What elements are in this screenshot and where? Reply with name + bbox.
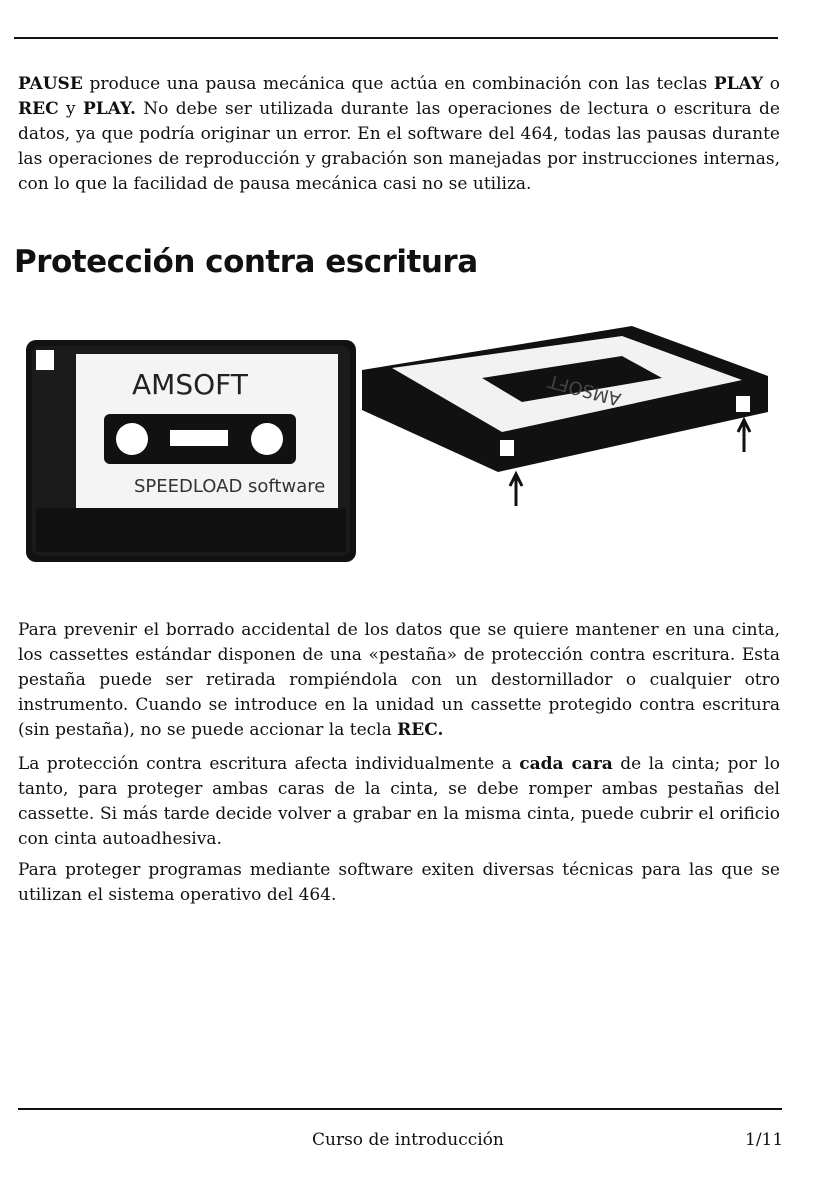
angled-label-text: AMSOFT (545, 369, 624, 410)
left-tab-hole (500, 440, 514, 456)
right-tab-hole (736, 396, 750, 412)
rec-keyword: REC. (397, 720, 444, 740)
pause-keyword: PAUSE (18, 74, 83, 94)
play-keyword: PLAY (713, 74, 764, 94)
right-reel-hole (251, 423, 283, 455)
cassette-figure (22, 322, 782, 572)
paragraph-2 (18, 752, 780, 852)
intro-text-3: y (58, 99, 83, 119)
intro-paragraph (18, 72, 780, 197)
paragraph-2-text-2: de la cinta; por lo tanto, para proteger ambas caras de la cinta, se debe romper ambas pestañas del cassette. Si más tarde decide volver a grabar en la misma cinta, puede cubrir el orificio con cinta autoadhesiva. (18, 754, 780, 849)
play-keyword-2: PLAY. (82, 99, 136, 119)
write-protect-tab (36, 350, 54, 370)
bottom-rule (18, 1108, 782, 1110)
left-reel-hole (116, 423, 148, 455)
label-brand-text: AMSOFT (132, 368, 248, 401)
paragraph-1-text: Para prevenir el borrado accidental de los datos que se quiere mantener en una cinta, los cassettes estándar disponen de una «pestaña» de protección contra escritura. Esta pestaña puede ser retirada rompiéndola con un destornillador o cualquier otro instrumento. Cuando se introduce en la unidad un cassette protegido contra escritura (sin pestaña), no se puede accionar la tecla (18, 620, 780, 740)
intro-text-4: No debe ser utilizada durante las operaciones de lectura o escritura de datos, ya que podría originar un error. En el software del 464, todas las pausas durante las operaciones de reproducción y grabación son manejadas por instrucciones internas, con lo que la facilidad de pausa mecánica casi no se utiliza. (18, 99, 780, 194)
page-number: 1/11 (745, 1130, 784, 1150)
paragraph-3: Para proteger programas mediante software exiten diversas técnicas para las que se utilizan el sistema operativo del 464. (18, 860, 780, 905)
cassette-illustration (22, 322, 782, 572)
top-rule (14, 37, 778, 39)
intro-text-1: produce una pausa mecánica que actúa en combinación con las teclas (82, 74, 714, 94)
label-bottom-text: SPEEDLOAD software (134, 476, 326, 497)
paragraph-1 (18, 618, 780, 743)
bold-phrase: cada cara (519, 754, 613, 774)
footer-title: Curso de introducción (312, 1130, 504, 1150)
front-cassette (26, 340, 356, 562)
up-arrow-icon (510, 474, 522, 506)
window-slot (170, 430, 228, 446)
section-heading: Protección contra escritura (14, 244, 478, 280)
rec-keyword: REC (18, 99, 59, 119)
up-arrow-icon (738, 420, 750, 452)
angled-cassette (362, 326, 768, 506)
intro-text-2: o (763, 74, 781, 94)
paragraph-2-text-1: La protección contra escritura afecta individualmente a (18, 754, 520, 774)
